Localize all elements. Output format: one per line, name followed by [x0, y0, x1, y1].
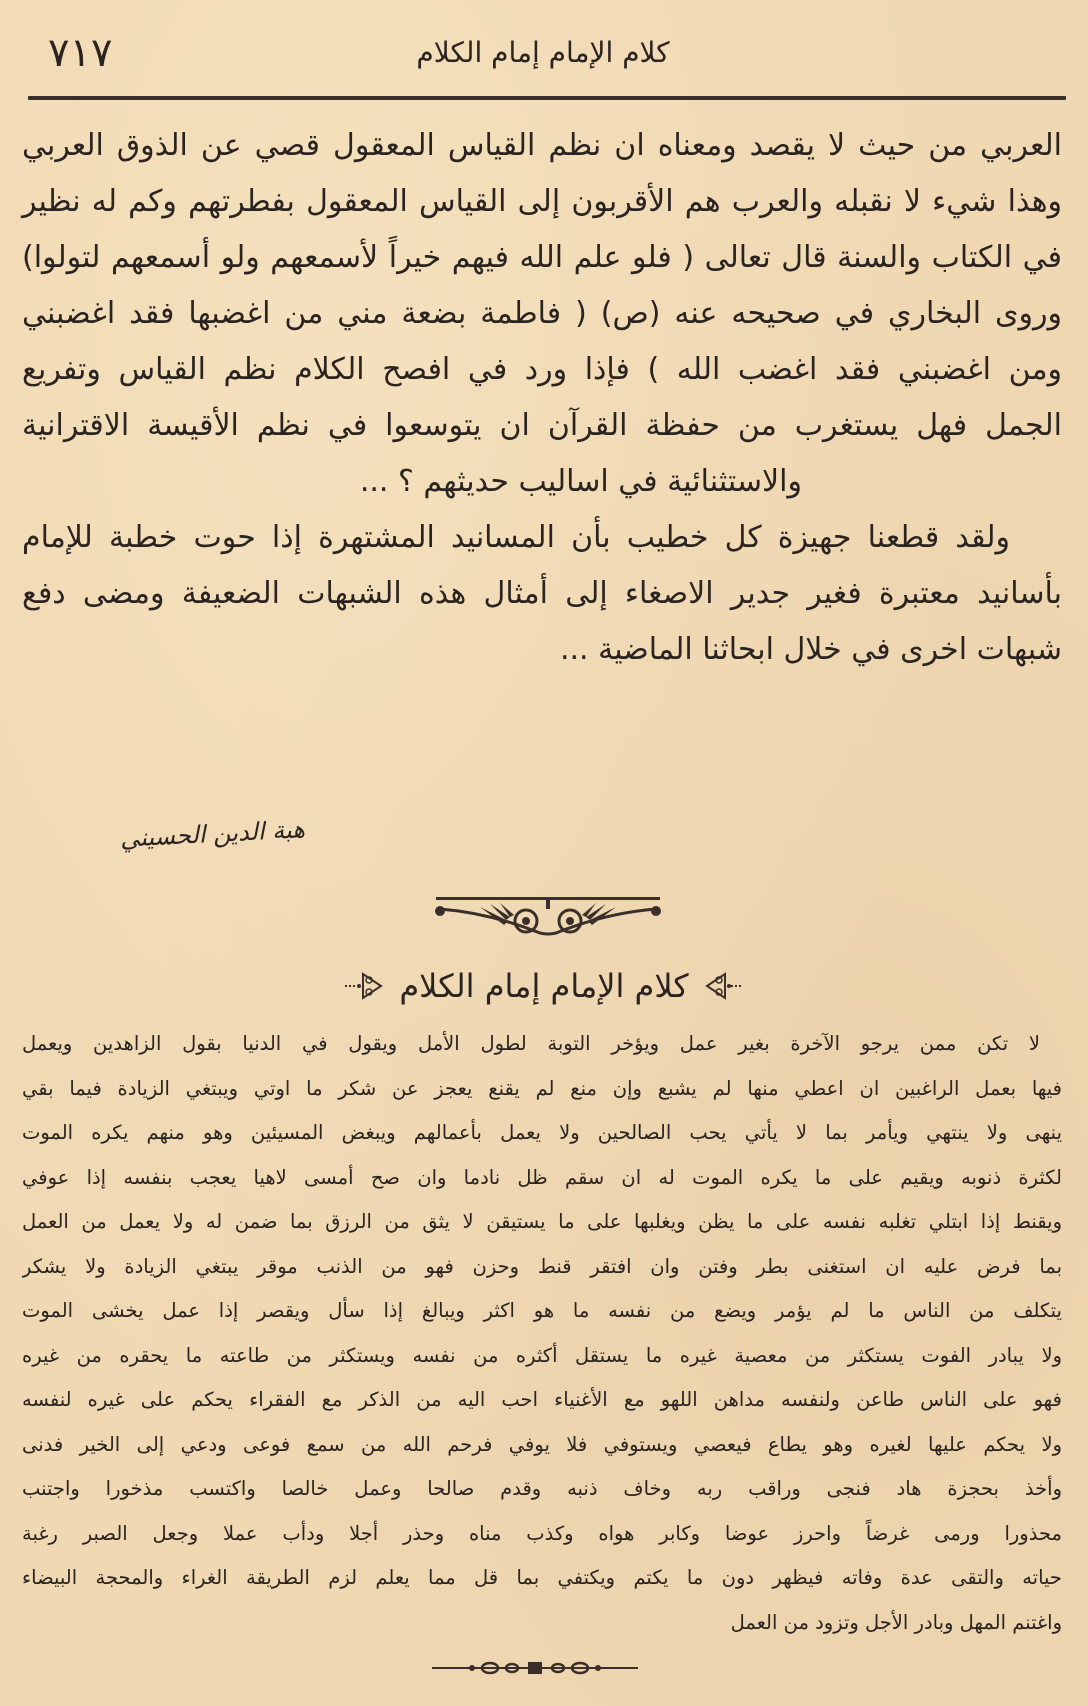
- text-line: يتكلف من الناس ما لم يؤمر ويضع من نفسه ما هو اكثر ويبالغ إذا سأل ويقصر إذا عمل يخشى الموت: [22, 1299, 1062, 1322]
- text-line: ومن اغضبني فقد اغضب الله ) فإذا ورد في افصح الكلام نظم القياس وتفريع: [22, 352, 1062, 387]
- text-line: بأسانيد معتبرة فغير جدير الاصغاء إلى أمثال هذه الشبهات الضعيفة ومضى دفع: [22, 576, 1062, 611]
- text-line: لا تكن ممن يرجو الآخرة بغير عمل ويؤخر التوبة لطول الأمل ويقول في الدنيا بقول الزاهدين ويعمل: [22, 1032, 1040, 1055]
- page-number: ٧١٧: [48, 30, 113, 76]
- palmette-ornament-icon: [430, 895, 666, 941]
- section-body-text: [22, 1022, 1062, 1645]
- text-line: العربي من حيث لا يقصد ومعناه ان نظم القياس المعقول قصي عن الذوق العربي: [22, 128, 1062, 163]
- main-body-text: [22, 118, 1062, 678]
- fleuron-right-icon: [705, 968, 745, 1004]
- text-line: في الكتاب والسنة قال تعالى ( فلو علم الله فيهم خيراً لأسمعهم ولو أسمعهم لتولوا): [22, 240, 1062, 275]
- text-line: شبهات اخرى في خلال ابحاثنا الماضية ...: [559, 632, 1062, 667]
- header-rule: [28, 96, 1066, 100]
- text-line: ولا يبادر الفوت يستكثر من معصية غيره ما يستقل أكثره من نفسه ويستكثر من طاعته ما يحقره من غيره: [22, 1343, 1062, 1367]
- text-line: محذورا ورمى غرضاً واحرز عوضا وكابر هواه وكذب مناه وحذر أجلا ودأب عملا وجعل الصبر رغبة: [22, 1521, 1062, 1545]
- text-line: حياته والتقى عدة وفاته فيظهر دون ما يكتم ويكتفي بما قل مما يعلم لزم الطريقة الغراء والمحجة البيضاء: [22, 1566, 1062, 1589]
- text-line: فهو على الناس طاعن ولنفسه مداهن اللهو مع الأغنياء احب اليه من الذكر مع الفقراء يحكم على غيره لنفسه: [22, 1388, 1062, 1411]
- text-line: والاستثنائية في اساليب حديثهم ؟ ...: [359, 464, 802, 499]
- text-line: الجمل فهل يستغرب من حفظة القرآن ان يتوسعوا في نظم الأقيسة الاقترانية: [22, 408, 1062, 443]
- fleuron-left-icon: [343, 968, 383, 1004]
- text-line: بما فرض عليه ان استغنى بطر وفتن وان افتقر قنط وحزن فهو من الذنب موقر يبتغي الزيادة ولا يشكر: [22, 1254, 1062, 1278]
- text-line: ويقنط إذا ابتلي تغلبه نفسه على ما يظن ويغلبها على ما يستيقن لا يثق من الرزق بما ضمن له ولا يعمل من العمل: [22, 1210, 1062, 1233]
- section-heading-text: كلام الإمام إمام الكلام: [399, 967, 689, 1005]
- text-line: وهذا شيء لا نقبله والعرب هم الأقربون إلى القياس المعقول بفطرتهم وكم له نظير: [22, 184, 1062, 219]
- text-line: ينهى ولا ينتهي ويأمر بما لا يأتي يحب الصالحين ولا يعمل بأعمالهم ويبغض المسيئين وهو منهم يكره الموت: [22, 1121, 1062, 1144]
- text-line: فيها بعمل الراغبين ان اعطي منها لم يشبع وإن منع لم يقنع يعجز عن شكر ما اوتي ويبتغي الزيادة فيما بقي: [22, 1076, 1062, 1100]
- text-line: ولا يحكم عليها لغيره وهو يطاع فيعصي ويستوفي فلا يوفي فرحم الله من سمع فوعى ودعي إلى الخير فدنى: [22, 1432, 1062, 1456]
- text-line: واغتنم المهل وبادر الأجل وتزود من العمل: [730, 1610, 1062, 1634]
- running-title: كلام الإمام إمام الكلام: [416, 36, 670, 69]
- author-signature: هبة الدين الحسيني: [119, 815, 306, 853]
- text-line: ولقد قطعنا جهيزة كل خطيب بأن المسانيد المشتهرة إذا حوت خطبة للإمام: [22, 520, 1010, 555]
- running-header: [28, 22, 1058, 94]
- text-line: وروى البخاري في صحيحه عنه (ص) ( فاطمة بضعة مني من اغضبها فقد اغضبني: [22, 296, 1062, 331]
- text-line: وأخذ بحجزة هاد فنجى وراقب ربه وخاف ذنبه وقدم صالحا وعمل خالصا واكتسب مذخورا واجتنب: [22, 1477, 1062, 1500]
- scroll-rule-ornament-icon: [430, 1659, 640, 1677]
- text-line: لكثرة ذنوبه ويقيم على ما يكره الموت له ان سقم ظل نادما وان صح أمسى لاهيا يعجب بنفسه إذا عوفي: [22, 1165, 1062, 1189]
- section-heading: [0, 960, 1088, 1012]
